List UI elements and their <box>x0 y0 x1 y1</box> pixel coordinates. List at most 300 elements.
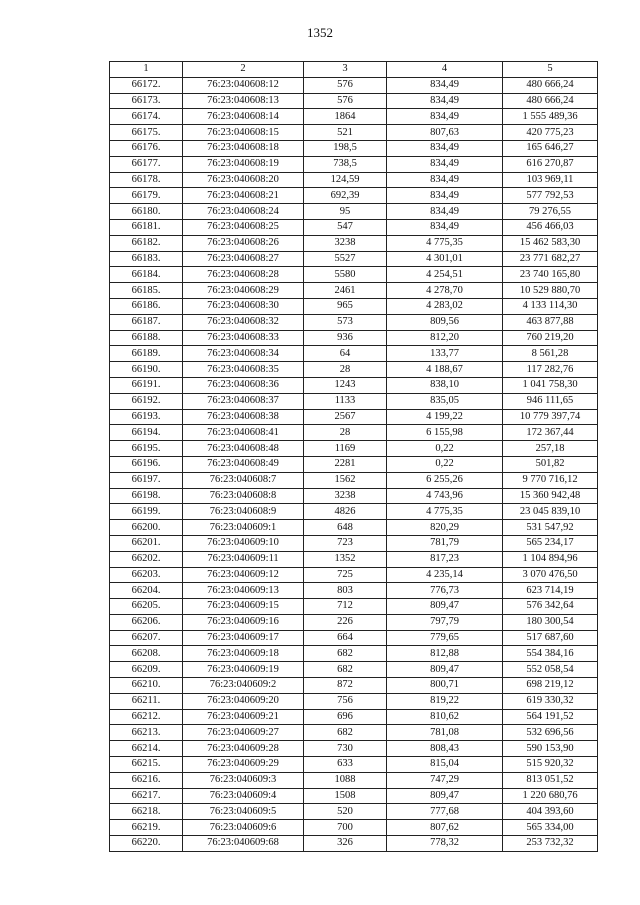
area-cell: 520 <box>304 804 387 820</box>
area-cell: 696 <box>304 709 387 725</box>
row-number-cell: 66220. <box>110 836 183 852</box>
cadastral-value-cell: 760 219,20 <box>503 330 598 346</box>
table-row <box>110 488 598 504</box>
row-number-cell: 66207. <box>110 630 183 646</box>
specific-value-cell: 834,49 <box>387 188 503 204</box>
cadastral-number-cell: 76:23:040608:25 <box>183 219 304 235</box>
table-row <box>110 188 598 204</box>
table-row <box>110 267 598 283</box>
area-cell: 3238 <box>304 488 387 504</box>
row-number-cell: 66175. <box>110 125 183 141</box>
row-number-cell: 66209. <box>110 662 183 678</box>
cadastral-number-cell: 76:23:040609:18 <box>183 646 304 662</box>
specific-value-cell: 838,10 <box>387 377 503 393</box>
specific-value-cell: 4 199,22 <box>387 409 503 425</box>
cadastral-number-cell: 76:23:040608:27 <box>183 251 304 267</box>
cadastral-number-cell: 76:23:040609:29 <box>183 757 304 773</box>
specific-value-cell: 778,32 <box>387 836 503 852</box>
column-header-cadastral-value: 5 <box>503 62 598 78</box>
cadastral-number-cell: 76:23:040609:21 <box>183 709 304 725</box>
column-header-number: 1 <box>110 62 183 78</box>
area-cell: 547 <box>304 219 387 235</box>
area-cell: 1088 <box>304 772 387 788</box>
cadastral-number-cell: 76:23:040608:37 <box>183 393 304 409</box>
cadastral-value-cell: 623 714,19 <box>503 583 598 599</box>
specific-value-cell: 809,47 <box>387 662 503 678</box>
cadastral-number-cell: 76:23:040609:5 <box>183 804 304 820</box>
cadastral-number-cell: 76:23:040609:10 <box>183 535 304 551</box>
area-cell: 3238 <box>304 235 387 251</box>
specific-value-cell: 834,49 <box>387 156 503 172</box>
cadastral-number-cell: 76:23:040609:16 <box>183 614 304 630</box>
table-row <box>110 614 598 630</box>
specific-value-cell: 807,62 <box>387 820 503 836</box>
cadastral-number-cell: 76:23:040608:34 <box>183 346 304 362</box>
cadastral-number-cell: 76:23:040609:13 <box>183 583 304 599</box>
area-cell: 5527 <box>304 251 387 267</box>
area-cell: 664 <box>304 630 387 646</box>
row-number-cell: 66187. <box>110 314 183 330</box>
cadastral-number-cell: 76:23:040608:30 <box>183 298 304 314</box>
area-cell: 725 <box>304 567 387 583</box>
area-cell: 756 <box>304 693 387 709</box>
area-cell: 965 <box>304 298 387 314</box>
area-cell: 1243 <box>304 377 387 393</box>
table-row <box>110 741 598 757</box>
area-cell: 730 <box>304 741 387 757</box>
cadastral-number-cell: 76:23:040608:7 <box>183 472 304 488</box>
row-number-cell: 66212. <box>110 709 183 725</box>
cadastral-value-cell: 590 153,90 <box>503 741 598 757</box>
cadastral-number-cell: 76:23:040608:41 <box>183 425 304 441</box>
cadastral-value-cell: 180 300,54 <box>503 614 598 630</box>
cadastral-value-cell: 165 646,27 <box>503 140 598 156</box>
cadastral-value-cell: 463 877,88 <box>503 314 598 330</box>
table-row <box>110 693 598 709</box>
table-row <box>110 836 598 852</box>
cadastral-value-cell: 565 234,17 <box>503 535 598 551</box>
specific-value-cell: 834,49 <box>387 109 503 125</box>
area-cell: 576 <box>304 77 387 93</box>
specific-value-cell: 4 283,02 <box>387 298 503 314</box>
cadastral-value-cell: 616 270,87 <box>503 156 598 172</box>
table-row <box>110 583 598 599</box>
table-row <box>110 235 598 251</box>
table-row <box>110 109 598 125</box>
area-cell: 2281 <box>304 456 387 472</box>
table-row <box>110 772 598 788</box>
cadastral-number-cell: 76:23:040608:24 <box>183 204 304 220</box>
cadastral-number-cell: 76:23:040608:19 <box>183 156 304 172</box>
area-cell: 682 <box>304 725 387 741</box>
cadastral-value-cell: 4 133 114,30 <box>503 298 598 314</box>
row-number-cell: 66195. <box>110 441 183 457</box>
cadastral-number-cell: 76:23:040609:20 <box>183 693 304 709</box>
cadastral-number-cell: 76:23:040608:8 <box>183 488 304 504</box>
row-number-cell: 66174. <box>110 109 183 125</box>
area-cell: 872 <box>304 678 387 694</box>
row-number-cell: 66188. <box>110 330 183 346</box>
cadastral-value-cell: 480 666,24 <box>503 93 598 109</box>
area-cell: 1508 <box>304 788 387 804</box>
specific-value-cell: 834,49 <box>387 77 503 93</box>
cadastral-value-cell: 532 696,56 <box>503 725 598 741</box>
specific-value-cell: 834,49 <box>387 204 503 220</box>
cadastral-value-cell: 253 732,32 <box>503 836 598 852</box>
cadastral-value-table <box>109 61 598 852</box>
table-row <box>110 298 598 314</box>
table-row <box>110 314 598 330</box>
specific-value-cell: 781,08 <box>387 725 503 741</box>
cadastral-number-cell: 76:23:040608:26 <box>183 235 304 251</box>
row-number-cell: 66191. <box>110 377 183 393</box>
row-number-cell: 66197. <box>110 472 183 488</box>
specific-value-cell: 4 775,35 <box>387 504 503 520</box>
cadastral-value-cell: 456 466,03 <box>503 219 598 235</box>
cadastral-number-cell: 76:23:040609:3 <box>183 772 304 788</box>
table-row <box>110 140 598 156</box>
area-cell: 226 <box>304 614 387 630</box>
column-header-cadastral-number: 2 <box>183 62 304 78</box>
cadastral-value-cell: 10 779 397,74 <box>503 409 598 425</box>
cadastral-value-cell: 576 342,64 <box>503 599 598 615</box>
table-row <box>110 393 598 409</box>
row-number-cell: 66216. <box>110 772 183 788</box>
specific-value-cell: 133,77 <box>387 346 503 362</box>
specific-value-cell: 4 775,35 <box>387 235 503 251</box>
table-row <box>110 93 598 109</box>
row-number-cell: 66190. <box>110 362 183 378</box>
row-number-cell: 66203. <box>110 567 183 583</box>
cadastral-number-cell: 76:23:040609:4 <box>183 788 304 804</box>
cadastral-number-cell: 76:23:040609:11 <box>183 551 304 567</box>
row-number-cell: 66213. <box>110 725 183 741</box>
area-cell: 576 <box>304 93 387 109</box>
cadastral-number-cell: 76:23:040609:28 <box>183 741 304 757</box>
area-cell: 28 <box>304 362 387 378</box>
area-cell: 95 <box>304 204 387 220</box>
cadastral-value-cell: 517 687,60 <box>503 630 598 646</box>
row-number-cell: 66214. <box>110 741 183 757</box>
table-row <box>110 346 598 362</box>
area-cell: 692,39 <box>304 188 387 204</box>
area-cell: 5580 <box>304 267 387 283</box>
cadastral-value-cell: 813 051,52 <box>503 772 598 788</box>
row-number-cell: 66217. <box>110 788 183 804</box>
specific-value-cell: 781,79 <box>387 535 503 551</box>
cadastral-number-cell: 76:23:040608:48 <box>183 441 304 457</box>
table-row <box>110 441 598 457</box>
table-row <box>110 567 598 583</box>
specific-value-cell: 779,65 <box>387 630 503 646</box>
cadastral-value-cell: 79 276,55 <box>503 204 598 220</box>
specific-value-cell: 4 301,01 <box>387 251 503 267</box>
area-cell: 64 <box>304 346 387 362</box>
cadastral-value-cell: 1 220 680,76 <box>503 788 598 804</box>
specific-value-cell: 4 254,51 <box>387 267 503 283</box>
row-number-cell: 66189. <box>110 346 183 362</box>
specific-value-cell: 834,49 <box>387 93 503 109</box>
cadastral-value-cell: 1 104 894,96 <box>503 551 598 567</box>
cadastral-number-cell: 76:23:040608:14 <box>183 109 304 125</box>
row-number-cell: 66199. <box>110 504 183 520</box>
cadastral-number-cell: 76:23:040608:20 <box>183 172 304 188</box>
row-number-cell: 66210. <box>110 678 183 694</box>
table-row <box>110 425 598 441</box>
cadastral-value-cell: 117 282,76 <box>503 362 598 378</box>
cadastral-value-cell: 172 367,44 <box>503 425 598 441</box>
cadastral-number-cell: 76:23:040608:18 <box>183 140 304 156</box>
area-cell: 4826 <box>304 504 387 520</box>
area-cell: 633 <box>304 757 387 773</box>
row-number-cell: 66177. <box>110 156 183 172</box>
cadastral-number-cell: 76:23:040609:19 <box>183 662 304 678</box>
table-row <box>110 283 598 299</box>
cadastral-value-cell: 10 529 880,70 <box>503 283 598 299</box>
specific-value-cell: 4 188,67 <box>387 362 503 378</box>
row-number-cell: 66211. <box>110 693 183 709</box>
specific-value-cell: 4 278,70 <box>387 283 503 299</box>
row-number-cell: 66172. <box>110 77 183 93</box>
cadastral-value-cell: 1 555 489,36 <box>503 109 598 125</box>
row-number-cell: 66194. <box>110 425 183 441</box>
table-row <box>110 757 598 773</box>
table-row <box>110 630 598 646</box>
cadastral-number-cell: 76:23:040608:33 <box>183 330 304 346</box>
row-number-cell: 66182. <box>110 235 183 251</box>
row-number-cell: 66206. <box>110 614 183 630</box>
row-number-cell: 66180. <box>110 204 183 220</box>
table-row <box>110 219 598 235</box>
area-cell: 738,5 <box>304 156 387 172</box>
cadastral-value-cell: 565 334,00 <box>503 820 598 836</box>
area-cell: 326 <box>304 836 387 852</box>
cadastral-number-cell: 76:23:040609:68 <box>183 836 304 852</box>
specific-value-cell: 817,23 <box>387 551 503 567</box>
table-row <box>110 662 598 678</box>
area-cell: 1133 <box>304 393 387 409</box>
specific-value-cell: 810,62 <box>387 709 503 725</box>
table-row <box>110 409 598 425</box>
cadastral-value-cell: 23 045 839,10 <box>503 504 598 520</box>
specific-value-cell: 812,20 <box>387 330 503 346</box>
row-number-cell: 66192. <box>110 393 183 409</box>
cadastral-value-cell: 23 740 165,80 <box>503 267 598 283</box>
specific-value-cell: 815,04 <box>387 757 503 773</box>
specific-value-cell: 834,49 <box>387 219 503 235</box>
cadastral-number-cell: 76:23:040609:6 <box>183 820 304 836</box>
cadastral-value-cell: 480 666,24 <box>503 77 598 93</box>
area-cell: 648 <box>304 520 387 536</box>
table-row <box>110 599 598 615</box>
specific-value-cell: 6 255,26 <box>387 472 503 488</box>
cadastral-number-cell: 76:23:040608:38 <box>183 409 304 425</box>
table-header-row <box>110 62 598 78</box>
row-number-cell: 66215. <box>110 757 183 773</box>
table-row <box>110 456 598 472</box>
row-number-cell: 66204. <box>110 583 183 599</box>
row-number-cell: 66193. <box>110 409 183 425</box>
cadastral-value-cell: 23 771 682,27 <box>503 251 598 267</box>
area-cell: 573 <box>304 314 387 330</box>
table-row <box>110 472 598 488</box>
column-header-area: 3 <box>304 62 387 78</box>
table-row <box>110 251 598 267</box>
specific-value-cell: 797,79 <box>387 614 503 630</box>
cadastral-number-cell: 76:23:040609:1 <box>183 520 304 536</box>
specific-value-cell: 4 743,96 <box>387 488 503 504</box>
cadastral-value-cell: 420 775,23 <box>503 125 598 141</box>
specific-value-cell: 6 155,98 <box>387 425 503 441</box>
row-number-cell: 66208. <box>110 646 183 662</box>
row-number-cell: 66202. <box>110 551 183 567</box>
cadastral-value-cell: 946 111,65 <box>503 393 598 409</box>
cadastral-number-cell: 76:23:040608:13 <box>183 93 304 109</box>
specific-value-cell: 834,49 <box>387 140 503 156</box>
cadastral-value-cell: 3 070 476,50 <box>503 567 598 583</box>
cadastral-number-cell: 76:23:040608:35 <box>183 362 304 378</box>
cadastral-value-cell: 1 041 758,30 <box>503 377 598 393</box>
specific-value-cell: 800,71 <box>387 678 503 694</box>
row-number-cell: 66219. <box>110 820 183 836</box>
cadastral-number-cell: 76:23:040608:36 <box>183 377 304 393</box>
table-row <box>110 804 598 820</box>
specific-value-cell: 4 235,14 <box>387 567 503 583</box>
cadastral-value-cell: 577 792,53 <box>503 188 598 204</box>
cadastral-number-cell: 76:23:040608:32 <box>183 314 304 330</box>
table-row <box>110 535 598 551</box>
cadastral-value-cell: 501,82 <box>503 456 598 472</box>
area-cell: 198,5 <box>304 140 387 156</box>
area-cell: 712 <box>304 599 387 615</box>
cadastral-value-cell: 15 360 942,48 <box>503 488 598 504</box>
specific-value-cell: 747,29 <box>387 772 503 788</box>
area-cell: 1864 <box>304 109 387 125</box>
specific-value-cell: 812,88 <box>387 646 503 662</box>
cadastral-value-cell: 15 462 583,30 <box>503 235 598 251</box>
area-cell: 2461 <box>304 283 387 299</box>
row-number-cell: 66176. <box>110 140 183 156</box>
cadastral-value-cell: 619 330,32 <box>503 693 598 709</box>
cadastral-value-cell: 103 969,11 <box>503 172 598 188</box>
cadastral-value-cell: 698 219,12 <box>503 678 598 694</box>
row-number-cell: 66186. <box>110 298 183 314</box>
specific-value-cell: 809,56 <box>387 314 503 330</box>
area-cell: 682 <box>304 646 387 662</box>
table-row <box>110 520 598 536</box>
row-number-cell: 66198. <box>110 488 183 504</box>
cadastral-number-cell: 76:23:040609:27 <box>183 725 304 741</box>
row-number-cell: 66196. <box>110 456 183 472</box>
row-number-cell: 66205. <box>110 599 183 615</box>
specific-value-cell: 0,22 <box>387 441 503 457</box>
table-row <box>110 77 598 93</box>
table-row <box>110 788 598 804</box>
table-row <box>110 820 598 836</box>
area-cell: 723 <box>304 535 387 551</box>
table-row <box>110 377 598 393</box>
cadastral-value-cell: 564 191,52 <box>503 709 598 725</box>
specific-value-cell: 777,68 <box>387 804 503 820</box>
table-row <box>110 709 598 725</box>
specific-value-cell: 0,22 <box>387 456 503 472</box>
specific-value-cell: 776,73 <box>387 583 503 599</box>
cadastral-number-cell: 76:23:040609:17 <box>183 630 304 646</box>
cadastral-number-cell: 76:23:040608:49 <box>183 456 304 472</box>
cadastral-number-cell: 76:23:040608:9 <box>183 504 304 520</box>
specific-value-cell: 819,22 <box>387 693 503 709</box>
row-number-cell: 66201. <box>110 535 183 551</box>
cadastral-number-cell: 76:23:040609:12 <box>183 567 304 583</box>
specific-value-cell: 807,63 <box>387 125 503 141</box>
specific-value-cell: 809,47 <box>387 788 503 804</box>
cadastral-value-cell: 404 393,60 <box>503 804 598 820</box>
cadastral-value-cell: 8 561,28 <box>503 346 598 362</box>
cadastral-value-cell: 515 920,32 <box>503 757 598 773</box>
column-header-specific-value: 4 <box>387 62 503 78</box>
area-cell: 1352 <box>304 551 387 567</box>
table-row <box>110 156 598 172</box>
table-row <box>110 725 598 741</box>
table-row <box>110 646 598 662</box>
area-cell: 124,59 <box>304 172 387 188</box>
area-cell: 1169 <box>304 441 387 457</box>
area-cell: 936 <box>304 330 387 346</box>
cadastral-value-cell: 257,18 <box>503 441 598 457</box>
area-cell: 1562 <box>304 472 387 488</box>
area-cell: 803 <box>304 583 387 599</box>
table-row <box>110 204 598 220</box>
cadastral-value-cell: 531 547,92 <box>503 520 598 536</box>
cadastral-number-cell: 76:23:040608:15 <box>183 125 304 141</box>
specific-value-cell: 808,43 <box>387 741 503 757</box>
cadastral-number-cell: 76:23:040608:29 <box>183 283 304 299</box>
row-number-cell: 66179. <box>110 188 183 204</box>
table-row <box>110 678 598 694</box>
cadastral-number-cell: 76:23:040608:21 <box>183 188 304 204</box>
row-number-cell: 66181. <box>110 219 183 235</box>
cadastral-number-cell: 76:23:040609:15 <box>183 599 304 615</box>
row-number-cell: 66183. <box>110 251 183 267</box>
area-cell: 521 <box>304 125 387 141</box>
table-row <box>110 330 598 346</box>
specific-value-cell: 834,49 <box>387 172 503 188</box>
table-row <box>110 172 598 188</box>
row-number-cell: 66185. <box>110 283 183 299</box>
cadastral-value-cell: 554 384,16 <box>503 646 598 662</box>
row-number-cell: 66173. <box>110 93 183 109</box>
table-row <box>110 504 598 520</box>
row-number-cell: 66184. <box>110 267 183 283</box>
table-row <box>110 551 598 567</box>
cadastral-value-cell: 9 770 716,12 <box>503 472 598 488</box>
area-cell: 682 <box>304 662 387 678</box>
cadastral-number-cell: 76:23:040608:12 <box>183 77 304 93</box>
specific-value-cell: 820,29 <box>387 520 503 536</box>
specific-value-cell: 809,47 <box>387 599 503 615</box>
page-number: 1352 <box>307 25 333 40</box>
row-number-cell: 66178. <box>110 172 183 188</box>
area-cell: 700 <box>304 820 387 836</box>
area-cell: 28 <box>304 425 387 441</box>
cadastral-number-cell: 76:23:040609:2 <box>183 678 304 694</box>
row-number-cell: 66200. <box>110 520 183 536</box>
row-number-cell: 66218. <box>110 804 183 820</box>
table-row <box>110 362 598 378</box>
specific-value-cell: 835,05 <box>387 393 503 409</box>
area-cell: 2567 <box>304 409 387 425</box>
cadastral-number-cell: 76:23:040608:28 <box>183 267 304 283</box>
